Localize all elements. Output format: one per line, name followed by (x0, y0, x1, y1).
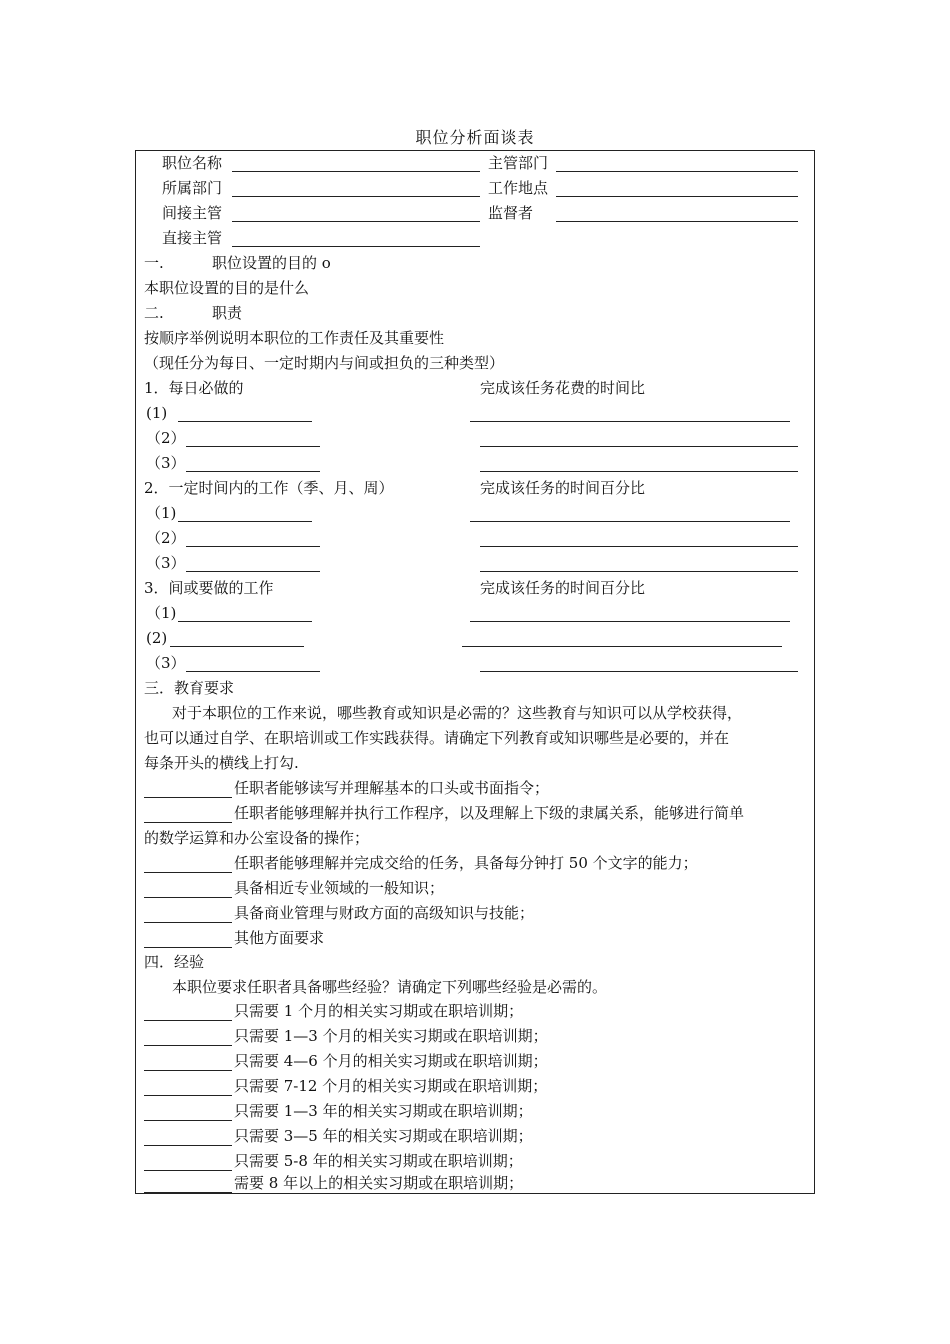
occasional-tasks-label: 3．间或要做的工作 (144, 579, 274, 597)
exp-item-3 (144, 1051, 548, 1071)
job-title-label: 职位名称 (162, 154, 223, 172)
section2-desc: 按顺序举例说明本职位的工作责任及其重要性 (144, 329, 445, 347)
section2-heading: 职责 (212, 304, 243, 322)
section3-heading: 三．教育要求 (144, 679, 235, 697)
occasional-item-2-time-input[interactable] (462, 646, 782, 647)
occasional-item-3-time-input[interactable] (480, 671, 798, 672)
daily-item-2-input[interactable] (186, 446, 320, 447)
exp-item-2-text: 只需要 1—3 个月的相关实习期或在职培训期； (234, 1027, 548, 1045)
dept-input[interactable] (232, 196, 480, 197)
exp-item-7-check[interactable] (144, 1153, 232, 1171)
periodic-item-3-input[interactable] (186, 571, 320, 572)
exp-item-3-text: 只需要 4—6 个月的相关实习期或在职培训期； (234, 1052, 548, 1070)
indirect-supervisor-input[interactable] (232, 221, 480, 222)
daily-item-3-time-input[interactable] (480, 471, 798, 472)
periodic-item-2-time-input[interactable] (480, 546, 798, 547)
exp-item-1 (144, 1001, 523, 1021)
edu-item-1-text: 任职者能够读写并理解基本的口头或书面指令； (234, 779, 550, 797)
indirect-supervisor-label: 间接主管 (162, 204, 223, 222)
occasional-item-1-label: （1) (146, 604, 177, 622)
exp-item-6 (144, 1126, 533, 1146)
supervisor-label: 监督者 (488, 204, 534, 222)
section1-heading: 职位设置的目的 o (212, 254, 331, 272)
exp-item-1-text: 只需要 1 个月的相关实习期或在职培训期； (234, 1002, 524, 1020)
periodic-item-3-time-input[interactable] (480, 571, 798, 572)
section1-number: 一. (144, 254, 164, 272)
edu-item-5-check[interactable] (144, 905, 232, 923)
edu-item-4-text: 具备相近专业领域的一般知识； (234, 879, 445, 897)
supervisor-input[interactable] (556, 221, 798, 222)
edu-item-3-check[interactable] (144, 855, 232, 873)
occasional-item-3-input[interactable] (186, 671, 320, 672)
daily-item-2-time-input[interactable] (480, 446, 798, 447)
exp-item-6-check[interactable] (144, 1128, 232, 1146)
periodic-item-3-label: （3） (146, 554, 186, 572)
edu-item-2-continued: 的数学运算和办公室设备的操作； (144, 829, 370, 847)
section2-types: （现任分为每日、一定时期内与间或担负的三种类型） (144, 354, 505, 372)
exp-item-1-check[interactable] (144, 1003, 232, 1021)
exp-item-5 (144, 1101, 533, 1121)
section3-para-line1: 对于本职位的工作来说，哪些教育或知识是必需的？这些教育与知识可以从学校获得， (172, 704, 743, 722)
periodic-item-1-time-input[interactable] (470, 521, 790, 522)
section2-number: 二. (144, 304, 164, 322)
exp-item-2-check[interactable] (144, 1028, 232, 1046)
daily-time-ratio-label: 完成该任务花费的时间比 (480, 379, 646, 397)
edu-item-5-text: 具备商业管理与财政方面的高级知识与技能； (234, 904, 535, 922)
exp-item-8-check[interactable] (144, 1175, 232, 1193)
section4-intro: 本职位要求任职者具备哪些经验？请确定下列哪些经验是必需的。 (172, 978, 608, 996)
periodic-time-pct-label: 完成该任务的时间百分比 (480, 479, 646, 497)
exp-item-2 (144, 1026, 548, 1046)
occasional-item-1-input[interactable] (178, 621, 312, 622)
daily-item-1-time-input[interactable] (470, 421, 790, 422)
exp-item-8 (144, 1173, 523, 1193)
section3-para-line2: 也可以通过自学、在职培训或工作实践获得。请确定下列教育或知识哪些是必要的，并在 (144, 729, 730, 747)
edu-item-6-text: 其他方面要求 (234, 929, 325, 947)
dept-label: 所属部门 (162, 179, 223, 197)
exp-item-7 (144, 1151, 523, 1171)
exp-item-4-text: 只需要 7-12 个月的相关实习期或在职培训期； (234, 1077, 548, 1095)
occasional-time-pct-label: 完成该任务的时间百分比 (480, 579, 646, 597)
occasional-item-1-time-input[interactable] (470, 621, 790, 622)
exp-item-5-text: 只需要 1—3 年的相关实习期或在职培训期； (234, 1102, 533, 1120)
direct-supervisor-label: 直接主管 (162, 229, 223, 247)
form-frame (135, 150, 815, 1194)
section1-question: 本职位设置的目的是什么 (144, 279, 310, 297)
daily-item-2-label: （2） (146, 429, 186, 447)
occasional-item-3-label: （3） (146, 654, 186, 672)
edu-item-3-text: 任职者能够理解并完成交给的任务，具备每分钟打 50 个文字的能力； (234, 854, 698, 872)
main-dept-label: 主管部门 (488, 154, 549, 172)
exp-item-5-check[interactable] (144, 1103, 232, 1121)
periodic-item-1-label: （1) (146, 504, 177, 522)
job-title-input[interactable] (232, 171, 480, 172)
edu-item-6-check[interactable] (144, 930, 232, 948)
occasional-item-2-label: (2) (146, 629, 168, 647)
exp-item-4-check[interactable] (144, 1078, 232, 1096)
main-dept-input[interactable] (556, 171, 798, 172)
periodic-item-1-input[interactable] (178, 521, 312, 522)
edu-item-2 (144, 803, 744, 823)
exp-item-6-text: 只需要 3—5 年的相关实习期或在职培训期； (234, 1127, 533, 1145)
occasional-item-2-input[interactable] (170, 646, 304, 647)
edu-item-4 (144, 878, 444, 898)
edu-item-4-check[interactable] (144, 880, 232, 898)
exp-item-8-text: 需要 8 年以上的相关实习期或在职培训期； (234, 1174, 524, 1192)
edu-item-1-check[interactable] (144, 780, 232, 798)
edu-item-1 (144, 778, 549, 798)
edu-item-2-text: 任职者能够理解并执行工作程序，以及理解上下级的隶属关系，能够进行简单 (234, 804, 745, 822)
page-title: 职位分析面谈表 (415, 128, 535, 147)
work-location-label: 工作地点 (488, 179, 549, 197)
edu-item-3 (144, 853, 698, 873)
exp-item-7-text: 只需要 5-8 年的相关实习期或在职培训期； (234, 1152, 523, 1170)
section3-para-line3: 每条开头的横线上打勾. (144, 754, 299, 772)
daily-item-3-input[interactable] (186, 471, 320, 472)
periodic-item-2-input[interactable] (186, 546, 320, 547)
exp-item-3-check[interactable] (144, 1053, 232, 1071)
periodic-tasks-label: 2．一定时间内的工作（季、月、周） (144, 479, 394, 497)
daily-tasks-label: 1．每日必做的 (144, 379, 244, 397)
edu-item-6 (144, 928, 324, 948)
direct-supervisor-input[interactable] (232, 246, 480, 247)
daily-item-3-label: （3） (146, 454, 186, 472)
work-location-input[interactable] (556, 196, 798, 197)
section4-heading: 四．经验 (144, 953, 205, 971)
edu-item-2-check[interactable] (144, 805, 232, 823)
daily-item-1-label: (1) (146, 404, 168, 422)
exp-item-4 (144, 1076, 547, 1096)
daily-item-1-input[interactable] (178, 421, 312, 422)
edu-item-5 (144, 903, 534, 923)
periodic-item-2-label: （2） (146, 529, 186, 547)
